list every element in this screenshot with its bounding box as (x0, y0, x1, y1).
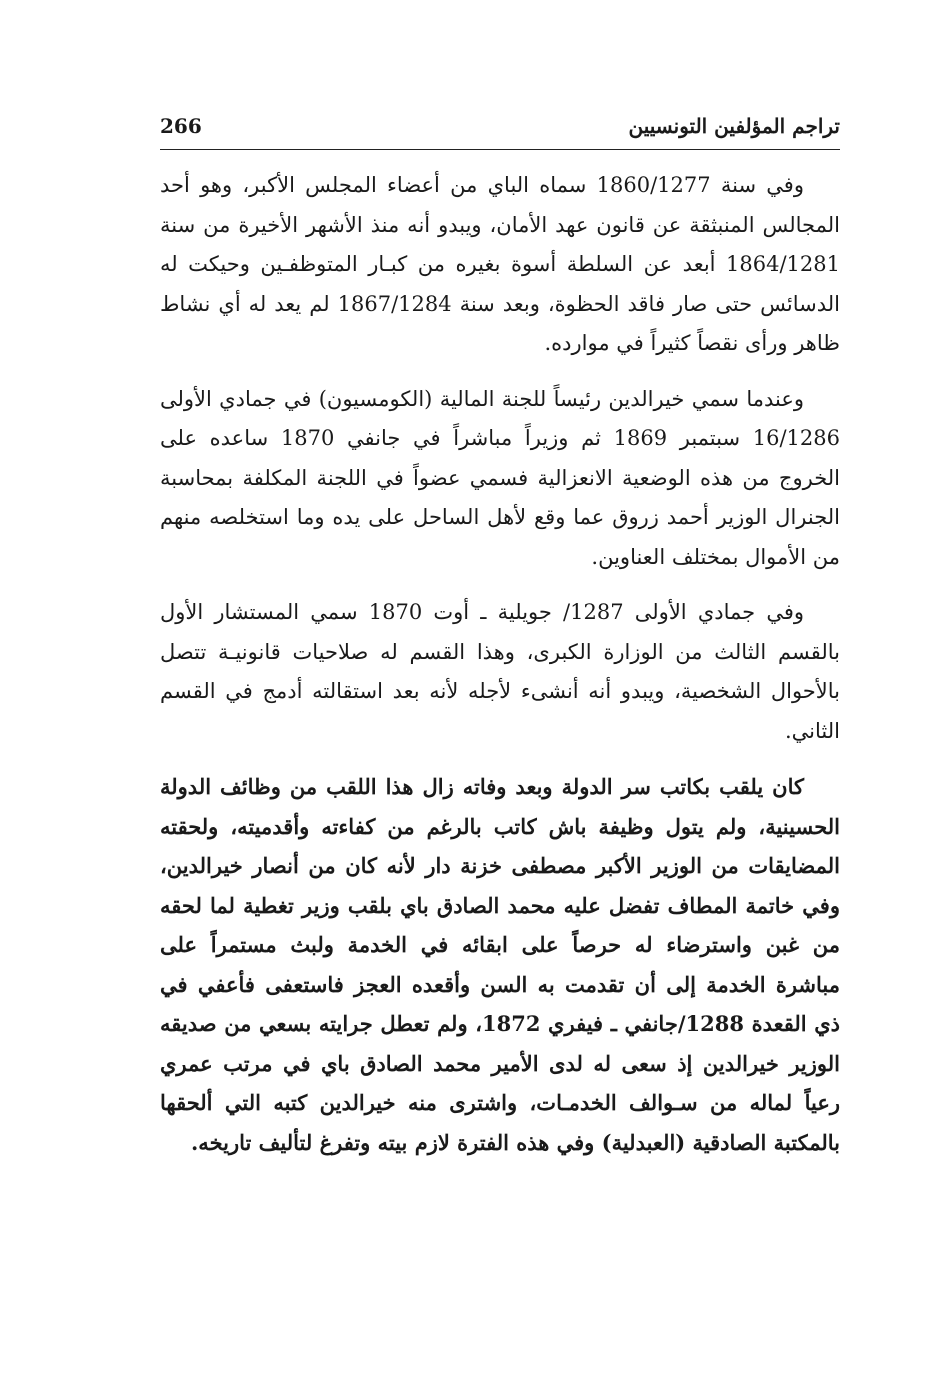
paragraph-2: وعندما سمي خيرالدين رئيساً للجنة المالية (الكومسيون) في جمادي الأولى 16/1286 سبتمبر 1869 ثم وزيراً مباشراً في جانفي 1870 ساعده على الخروج من هذه الوضعية الانعزالية فسمي عضواً في اللجنة المكلفة بمحاسبة الجنرال الوزير أحمد زروق عما وقع لأهل الساحل على يده وما استخلصه منهم من الأموال بمختلف العناوين. (160, 386, 840, 569)
paragraph-4: كان يلقب بكاتب سر الدولة وبعد وفاته زال هذا اللقب من وظائف الدولة الحسينية، ولم يتول وظيفة باش كاتب بالرغم من كفاءته وأقدميته، ولحقته المضايقات من الوزير الأكبر مصطفى خزنة دار لأنه كان من أنصار خيرالدين، وفي خاتمة المطاف تفضل عليه محمد الصادق باي بلقب وزير تغطية لما لحقه من غبن واسترضاء له حرصاً على ابقائه في الخدمة ولبث مستمراً على مباشرة الخدمة إلى أن تقدمت به السن وأقعده العجز فاستعفى فأعفي في ذي القعدة 1288/جانفي ـ فيفري 1872، ولم تعطل جرايته بسعي من صديقه الوزير خيرالدين إذ سعى له لدى الأمير محمد الصادق باي في مرتب عمري رعياً لماله من سـوالف الخدمـات، واشترى منه خيرالدين كتبه التي ألحقها بالمكتبة الصادقية (العبدلية) وفي هذه الفترة لازم بيته وتفرغ لتأليف تاريخه. (160, 774, 840, 1155)
page-number: 266 (160, 114, 202, 138)
paragraph-1: وفي سنة 1860/1277 سماه الباي من أعضاء المجلس الأكبر، وهو أحد المجالس المنبثقة عن قانون عهد الأمان، ويبدو أنه منذ الأشهر الأخيرة من سنة 1864/1281 أبعد عن السلطة أسوة بغيره من كبـار المتوظفـين وحيكت له الدسائس حتى صار فاقد الحظوة، وبعد سنة 1867/1284 لم يعد له أي نشاط ظاهر ورأى نقصاً كثيراً في موارده. (160, 173, 841, 355)
running-title: تراجم المؤلفين التونسيين (628, 114, 840, 138)
page-header (160, 112, 840, 148)
header-divider (160, 149, 840, 150)
paragraph-3: وفي جمادي الأولى 1287/ جويلية ـ أوت 1870 سمي المستشار الأول بالقسم الثالث من الوزارة الكبرى، وهذا القسم له صلاحيات قانونيـة تتصل بالأحوال الشخصية، ويبدو أنه أنشىء لأجله لأنه بعد استقالته أدمج في القسم الثاني. (160, 600, 840, 743)
body-text (160, 166, 840, 1162)
